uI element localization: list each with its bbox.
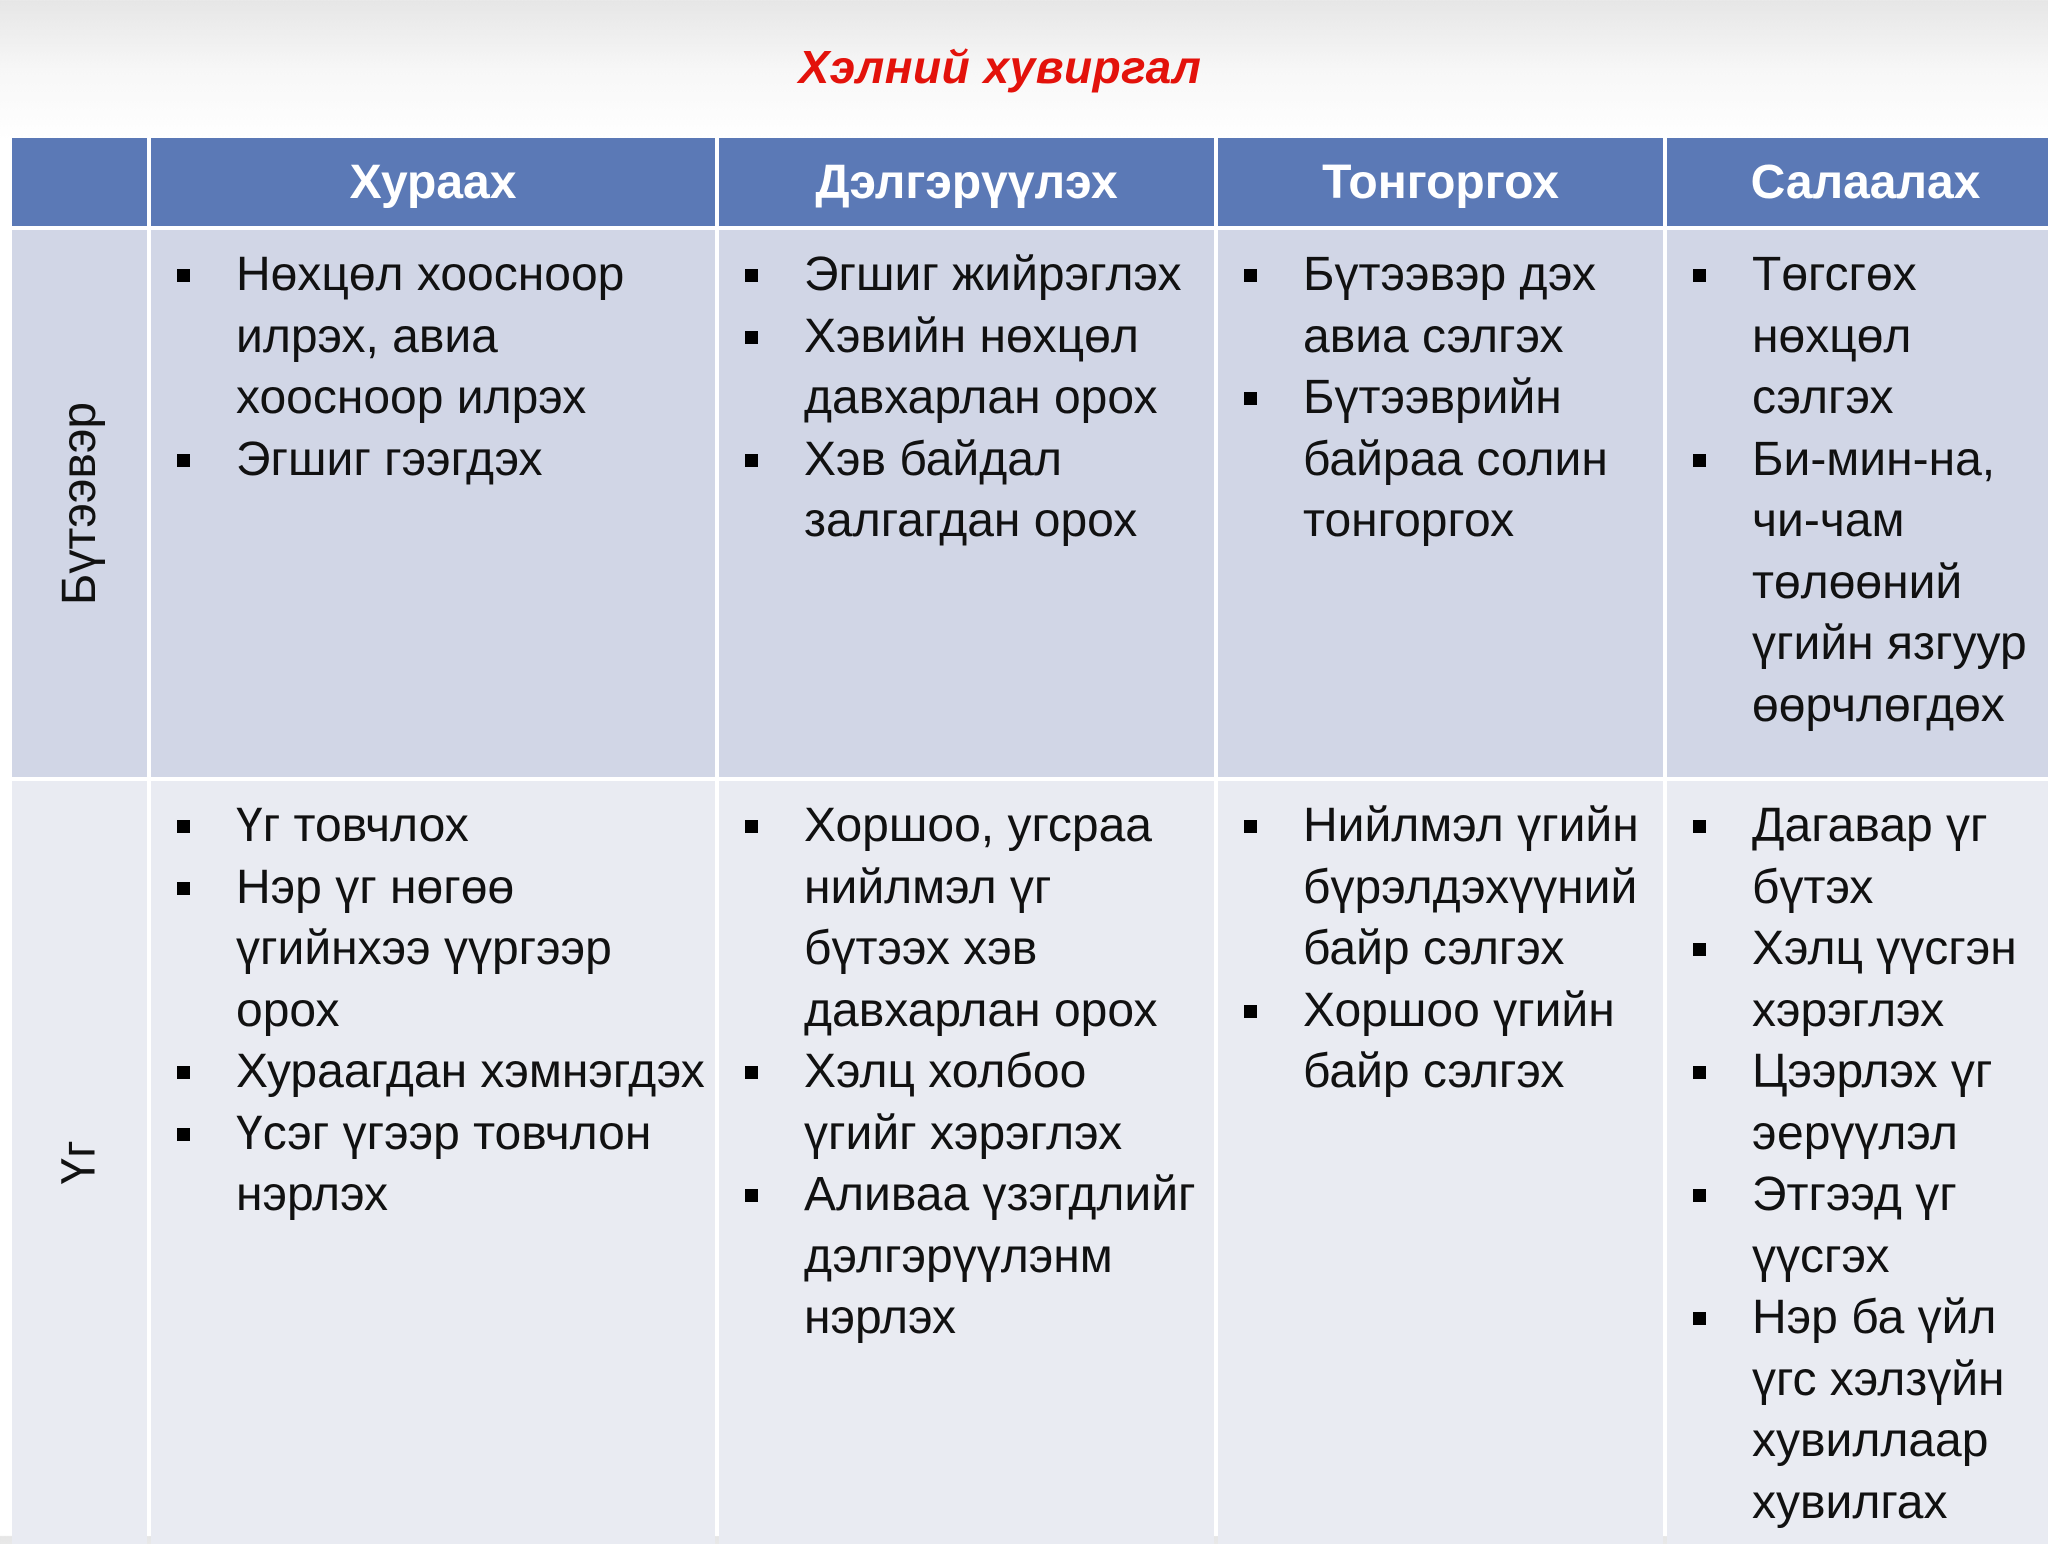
- list-item: [1218, 367, 1657, 552]
- list-item: [1667, 918, 2048, 1041]
- list-item-text: Хэвийн нөхцөл давхарлан орох: [804, 309, 1158, 424]
- list-item: [719, 429, 1208, 552]
- list-item-text: Нэр ба үйл үгс хэлзүйн хувиллаар хувилгах: [1752, 1291, 2005, 1529]
- list-item: [151, 429, 709, 491]
- square-bullet-icon: [745, 269, 758, 282]
- square-bullet-icon: [1693, 269, 1706, 282]
- list-item: [719, 244, 1208, 306]
- square-bullet-icon: [177, 269, 190, 282]
- table-cell: [151, 230, 715, 777]
- list-item-text: Нэр үг нөгөө үгийнхээ үүргээр орох: [236, 860, 612, 1037]
- square-bullet-icon: [1244, 269, 1257, 282]
- square-bullet-icon: [1244, 392, 1257, 405]
- transformation-table: [12, 138, 2048, 1536]
- cell-bullet-list: [1667, 230, 2048, 736]
- table-cell: [719, 781, 1214, 1544]
- column-header-tongorgokh: Тонгоргох: [1218, 138, 1663, 226]
- cell-bullet-list: [1218, 230, 1663, 552]
- list-item: [1218, 244, 1657, 367]
- square-bullet-icon: [177, 882, 190, 895]
- square-bullet-icon: [1693, 1066, 1706, 1079]
- column-header-khuraakh: Хураах: [151, 138, 715, 226]
- list-item-text: Эгшиг жийрэглэх: [804, 248, 1182, 301]
- square-bullet-icon: [177, 820, 190, 833]
- list-item-text: Нөхцөл хоосноор илрэх, авиа хоосноор илрэх: [236, 248, 625, 424]
- row-header-label: Үг: [52, 1140, 106, 1185]
- list-item: [719, 1041, 1208, 1164]
- list-item: [151, 1103, 709, 1226]
- list-item: [719, 1164, 1208, 1349]
- list-item-text: Хэлц холбоо үгийг хэрэглэх: [804, 1045, 1123, 1160]
- list-item-text: Дагавар үг бүтэх: [1752, 799, 1988, 914]
- list-item: [1667, 1041, 2048, 1164]
- list-item: [1667, 429, 2048, 737]
- table-cell: [151, 781, 715, 1544]
- list-item: [1218, 980, 1657, 1103]
- square-bullet-icon: [745, 331, 758, 344]
- column-header-delgeruulekh: Дэлгэрүүлэх: [719, 138, 1214, 226]
- row-header-buteever: [12, 230, 147, 777]
- square-bullet-icon: [745, 454, 758, 467]
- list-item-text: Хоршоо, угсраа нийлмэл үг бүтээх хэв давхарлан орох: [804, 799, 1158, 1037]
- list-item-text: Эгшиг гээгдэх: [236, 432, 543, 486]
- list-item: [151, 795, 709, 857]
- cell-bullet-list: [1218, 781, 1663, 1103]
- list-item-text: Хэв байдал залгагдан орох: [804, 432, 1138, 547]
- square-bullet-icon: [1244, 820, 1257, 833]
- list-item: [1667, 1164, 2048, 1287]
- list-item: [1667, 1287, 2048, 1533]
- list-item-text: Бүтээвэр дэх авиа сэлгэх: [1303, 248, 1596, 363]
- square-bullet-icon: [177, 1128, 190, 1141]
- square-bullet-icon: [1693, 820, 1706, 833]
- list-item-text: Хураагдан хэмнэгдэх: [236, 1045, 705, 1098]
- column-header-salaalakh: Салаалах: [1667, 138, 2048, 226]
- row-header-label: Бүтээвэр: [53, 401, 106, 606]
- list-item-text: Аливаа үзэгдлийг дэлгэрүүлэнм нэрлэх: [804, 1168, 1196, 1344]
- list-item: [1667, 244, 2048, 429]
- list-item-text: Үг товчлох: [236, 799, 469, 852]
- square-bullet-icon: [745, 1189, 758, 1202]
- square-bullet-icon: [745, 820, 758, 833]
- list-item: [719, 795, 1208, 1041]
- square-bullet-icon: [1693, 1189, 1706, 1202]
- list-item-text: Цээрлэх үг эерүүлэл: [1752, 1045, 1993, 1160]
- cell-bullet-list: [719, 781, 1214, 1349]
- table-cell: [719, 230, 1214, 777]
- table-corner-cell: [12, 138, 147, 226]
- square-bullet-icon: [745, 1066, 758, 1079]
- cell-bullet-list: [151, 230, 715, 490]
- list-item-text: Би-мин-на, чи-чам төлөөний үгийн язгуур өөрчлөгдөх: [1752, 432, 2027, 732]
- list-item-text: Хэлц үүсгэн хэрэглэх: [1752, 922, 2017, 1037]
- list-item: [1667, 795, 2048, 918]
- square-bullet-icon: [1244, 1005, 1257, 1018]
- list-item: [151, 1041, 709, 1103]
- cell-bullet-list: [1667, 781, 2048, 1533]
- table-cell: [1667, 230, 2048, 777]
- list-item-text: Этгээд үг үүсгэх: [1752, 1168, 1957, 1283]
- square-bullet-icon: [177, 1066, 190, 1079]
- list-item-text: Төгсгөх нөхцөл сэлгэх: [1752, 248, 1917, 424]
- square-bullet-icon: [1693, 1312, 1706, 1325]
- list-item-text: Үсэг үгээр товчлон нэрлэх: [236, 1106, 652, 1221]
- list-item-text: Нийлмэл үгийн бүрэлдэхүүний байр сэлгэх: [1303, 799, 1639, 975]
- list-item-text: Хоршоо үгийн байр сэлгэх: [1303, 983, 1615, 1098]
- list-item-text: Бүтээврийн байраа солин тонгоргох: [1303, 371, 1608, 547]
- list-item: [151, 244, 709, 429]
- list-item: [719, 306, 1208, 429]
- square-bullet-icon: [177, 454, 190, 467]
- list-item: [151, 857, 709, 1042]
- slide-title: Хэлний хувиргал: [798, 41, 1202, 93]
- square-bullet-icon: [1693, 454, 1706, 467]
- table-cell: [1667, 781, 2048, 1544]
- cell-bullet-list: [719, 230, 1214, 552]
- table-cell: [1218, 230, 1663, 777]
- cell-bullet-list: [151, 781, 715, 1226]
- list-item: [1218, 795, 1657, 980]
- table-cell: [1218, 781, 1663, 1544]
- row-header-ug: [12, 781, 147, 1544]
- square-bullet-icon: [1693, 943, 1706, 956]
